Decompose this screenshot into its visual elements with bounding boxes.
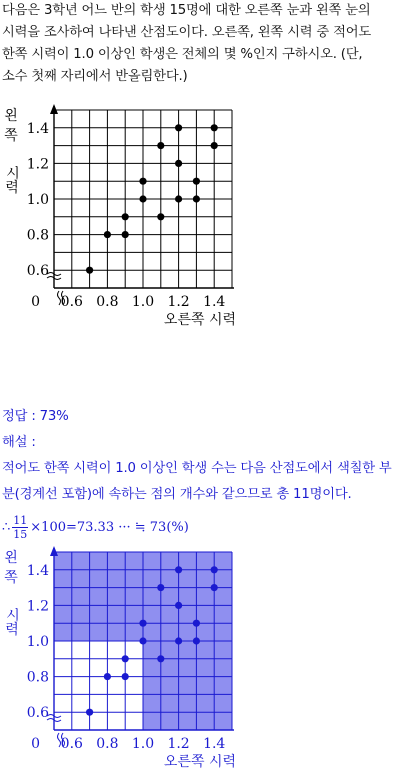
data-point (175, 602, 182, 609)
x-tick-label: 0.8 (96, 294, 119, 310)
x-tick-label: 1.0 (131, 294, 155, 310)
data-point (157, 142, 164, 149)
x-tick-label: 1.2 (167, 294, 190, 310)
problem-line: 소수 첫째 자리에서 반올림한다.) (2, 69, 188, 84)
data-point (122, 231, 129, 238)
data-point (175, 160, 182, 167)
x-tick-label: 1.2 (167, 736, 190, 752)
y-axis-arrow (50, 546, 58, 556)
problem-line: 다음은 3학년 어느 반의 학생 15명에 대한 오른쪽 눈과 왼쪽 눈의 (2, 3, 371, 18)
x-tick-label: 1.4 (203, 736, 226, 752)
data-point (211, 142, 218, 149)
formula-rest: ×100=73.33 ··· ≒ 73(%) (30, 519, 189, 535)
data-point (86, 709, 93, 716)
data-point (193, 637, 200, 644)
data-point (211, 584, 218, 591)
y-tick-label: 1.0 (26, 192, 49, 208)
scatter-plot-solution (0, 546, 250, 778)
data-point (193, 620, 200, 627)
problem-line: 한쪽 시력이 1.0 이상인 학생은 전체의 몇 %인지 구하시오. (단, (2, 47, 363, 62)
x-tick-label: 1.0 (131, 736, 155, 752)
y-axis-label-char: 쪽 (4, 570, 18, 586)
y-axis-label-char: 시 (6, 166, 20, 182)
origin-label: 0 (31, 294, 40, 310)
y-axis-label-char: 력 (5, 622, 19, 638)
data-point (193, 178, 200, 185)
data-point (139, 195, 146, 202)
y-axis-label-char: 쪽 (4, 128, 18, 144)
solution-line: 분(경계선 포함)에 속하는 점의 개수와 같으므로 총 11명이다. (2, 487, 352, 502)
data-point (175, 195, 182, 202)
data-point (157, 584, 164, 591)
answer-section (2, 404, 398, 508)
data-point (86, 267, 93, 274)
y-tick-label: 0.8 (26, 227, 49, 244)
problem-line: 시력을 조사하여 나타낸 산점도이다. 오른쪽, 왼쪽 시력 중 적어도 (2, 25, 372, 40)
y-axis-label-char: 시 (6, 608, 20, 624)
origin-label: 0 (31, 736, 40, 752)
y-tick-label: 1.4 (26, 120, 49, 137)
y-tick-label: 1.4 (26, 562, 49, 579)
data-point (157, 655, 164, 662)
fraction-numerator: 11 (13, 513, 28, 527)
therefore-symbol: ∴ (2, 519, 11, 535)
data-point (211, 124, 218, 131)
data-point (175, 637, 182, 644)
x-axis-label: 오른쪽 시력 (163, 312, 236, 328)
x-axis-label: 오른쪽 시력 (163, 754, 236, 770)
y-tick-label: 0.6 (26, 705, 49, 722)
y-axis-arrow (50, 104, 58, 114)
data-point (193, 195, 200, 202)
data-point (157, 213, 164, 220)
x-tick-label: 0.8 (96, 736, 119, 752)
data-point (175, 124, 182, 131)
solution-formula (2, 510, 189, 544)
y-tick-label: 1.0 (26, 634, 49, 650)
data-point (104, 231, 111, 238)
data-point (139, 620, 146, 627)
data-point (122, 673, 129, 680)
data-point (175, 566, 182, 573)
y-axis-label-char: 왼 (4, 550, 18, 566)
x-tick-label: 0.6 (60, 294, 83, 310)
y-tick-label: 0.6 (26, 263, 49, 280)
x-tick-label: 1.4 (203, 294, 226, 310)
y-tick-label: 0.8 (26, 669, 49, 686)
solution-label: 해설 : (2, 435, 36, 450)
data-point (139, 178, 146, 185)
y-axis-label-char: 왼 (4, 108, 18, 124)
scatter-plot-question (0, 104, 250, 336)
fraction (12, 514, 28, 541)
data-point (211, 566, 218, 573)
data-point (139, 637, 146, 644)
fraction-denominator: 15 (13, 527, 28, 541)
x-tick-label: 0.6 (60, 736, 83, 752)
data-point (104, 673, 111, 680)
data-point (122, 213, 129, 220)
data-point (122, 655, 129, 662)
y-tick-label: 1.2 (26, 156, 49, 173)
answer-label: 정답 : 73% (2, 409, 69, 424)
solution-line: 적어도 한쪽 시력이 1.0 이상인 학생 수는 다음 산점도에서 색칠한 부 (2, 461, 392, 476)
problem-text (2, 0, 398, 88)
y-axis-label-char: 력 (5, 180, 19, 196)
y-tick-label: 1.2 (26, 598, 49, 615)
